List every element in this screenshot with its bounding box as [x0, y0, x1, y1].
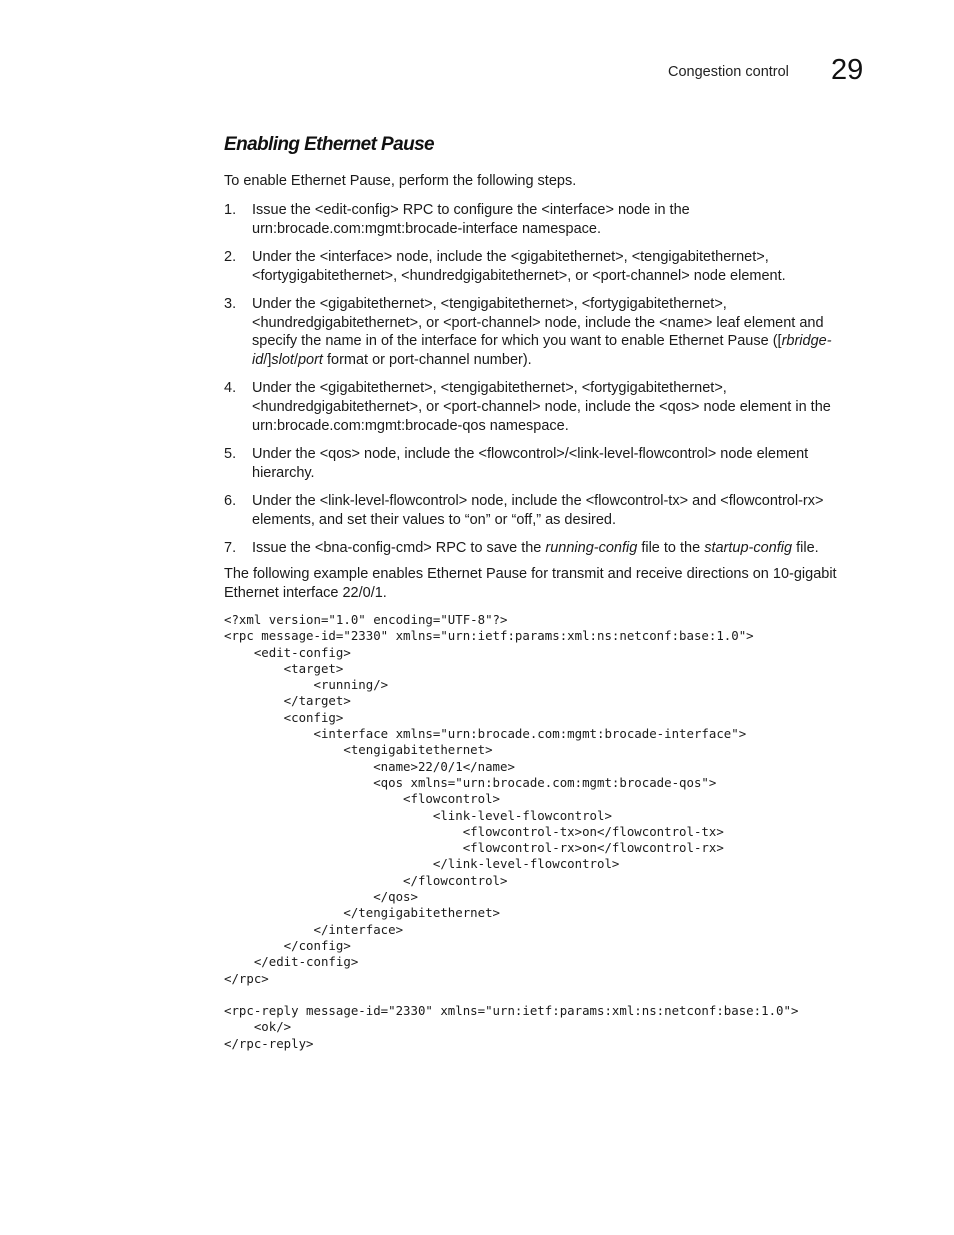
step-1 [224, 201, 864, 238]
step-5 [224, 445, 864, 482]
step-number: 6. [224, 493, 237, 510]
step-text: Under the <gigabitethernet>, <tengigabitethernet>, <fortygigabitethernet>, <hundredgigabitethernet>, or <port-channel> node, include the <qos> node element in the urn:brocade.com:mgmt:brocade-qos namespace. [252, 380, 831, 434]
step-7 [224, 539, 864, 558]
step-text: Under the <gigabitethernet>, <tengigabitethernet>, <fortygigabitethernet>, <hundredgigabitethernet>, or <port-channel> node, include the <name> leaf element and specify the name in of the interface for which you want to enable Ethernet Pause ([rbridge-id/]slot/port format or port-channel number). [252, 296, 832, 369]
step-text: Issue the <edit-config> RPC to configure the <interface> node in the urn:brocade.com:mgmt:brocade-interface namespace. [252, 202, 690, 237]
step-number: 4. [224, 380, 237, 397]
example-intro-paragraph: The following example enables Ethernet Pause for transmit and receive directions on 10-gigabit Ethernet interface 22/0/1. [224, 566, 837, 601]
running-header-section: Congestion control [668, 64, 789, 80]
code-example: <?xml version="1.0" encoding="UTF-8"?> <rpc message-id="2330" xmlns="urn:ietf:params:xml:ns:netconf:base:1.0"> <edit-config> <target> <running/> </target> <config> <interface xmlns="urn:brocade.com:mgmt:brocade-interface"> <tengigabitethernet> <name>22/0/1</name> <qos xmlns="urn:brocade.com:mgmt:brocade-qos"> <flowcontrol> <link-level-flowcontrol> <flowcontrol-tx>on</flowcontrol-tx> <flowcontrol-rx>on</flowcontrol-rx> </link-level-flowcontrol> </flowcontrol> </qos> </tengigabitethernet> </interface> </config> </edit-config> </rpc> <rpc-reply message-id="2330" xmlns="urn:ietf:params:xml:ns:netconf:base:1.0"> <ok/> </rpc-reply> [224, 612, 799, 1051]
step-number: 5. [224, 446, 237, 463]
step-3 [224, 295, 864, 370]
step-6 [224, 492, 864, 529]
step-4 [224, 379, 864, 435]
step-number: 3. [224, 296, 237, 312]
procedure-steps [224, 201, 864, 567]
step-number: 2. [224, 249, 237, 265]
chapter-number: 29 [831, 54, 864, 86]
section-title: Enabling Ethernet Pause [224, 134, 435, 155]
step-text: Under the <qos> node, include the <flowcontrol>/<link-level-flowcontrol> node element hierarchy. [252, 446, 809, 481]
step-number: 7. [224, 540, 237, 557]
step-text: Under the <interface> node, include the <gigabitethernet>, <tengigabitethernet>, <fortygigabitethernet>, <hundredgigabitethernet>, or <port-channel> node element. [252, 249, 786, 284]
step-2 [224, 248, 864, 285]
step-text: Issue the <bna-config-cmd> RPC to save the running-config file to the startup-config file. [252, 540, 819, 557]
intro-paragraph: To enable Ethernet Pause, perform the following steps. [224, 173, 577, 189]
step-number: 1. [224, 202, 237, 218]
step-text: Under the <link-level-flowcontrol> node, include the <flowcontrol-tx> and <flowcontrol-rx> elements, and set their values to “on” or “off,” as desired. [252, 493, 824, 528]
